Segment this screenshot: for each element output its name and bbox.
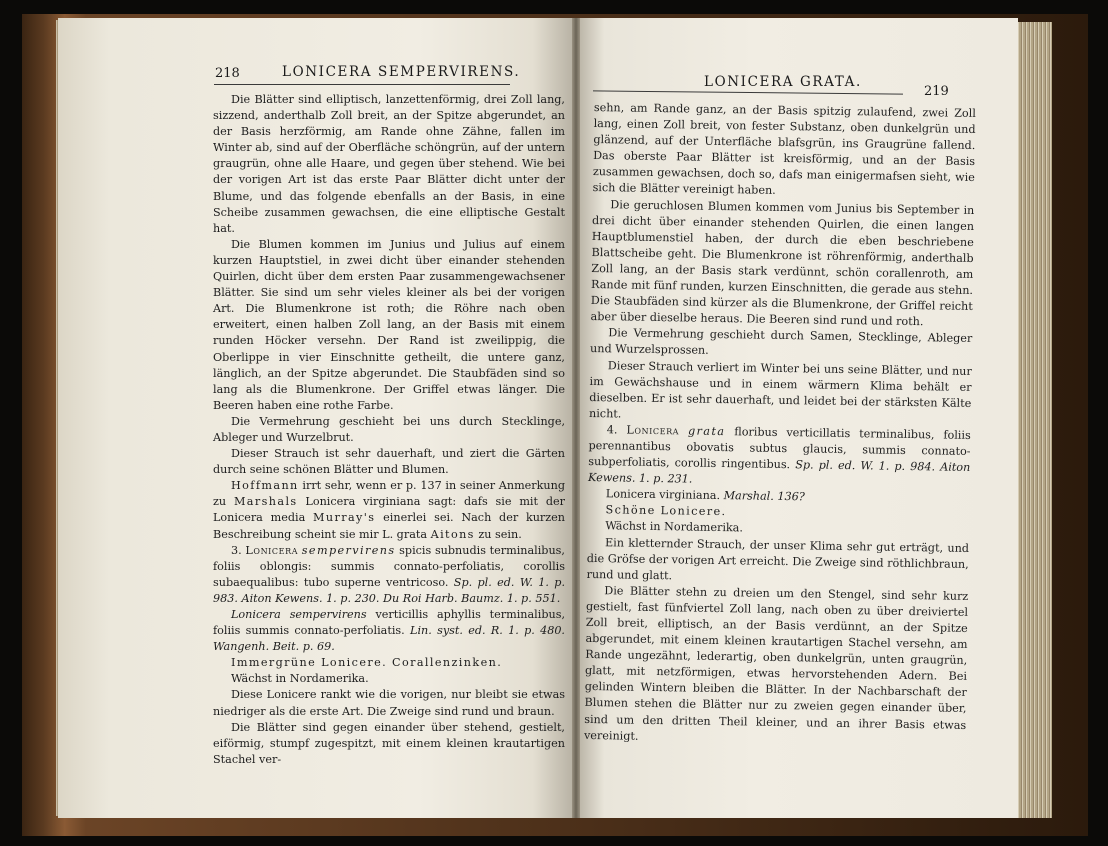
paragraph: Die Vermehrung geschieht bei uns durch Stecklinge, Ableger und Wurzelbrut.	[213, 414, 565, 444]
species-epithet: grata	[687, 424, 726, 438]
species-number: 3.	[231, 543, 242, 557]
author-name: Marshals	[233, 495, 298, 509]
species-diagnosis: floribus verticillatis terminalibus, foliis perennantibus obovatis subtus glaucis, summis connato-subperfoliatis, corollis ringentibus.	[588, 424, 971, 472]
paragraph: Die Vermehrung geschieht durch Samen, Stecklinge, Ableger und Wurzelsprossen.	[589, 326, 973, 358]
species-genus: Lonicera	[245, 543, 299, 557]
reference: Wangenh. Beit. p. 69.	[213, 640, 335, 654]
running-head-right: LONICERA GRATA.	[704, 74, 862, 90]
synonym-name: Lonicera virginiana.	[605, 487, 721, 503]
paragraph: Dieser Strauch verliert im Winter bei uns seine Blätter, und nur im Gewächshause und in einem wärmern Klima behält er dieselben. Er ist sehr dauerhaft, und leidet bei der stärksten Kälte nicht.	[588, 358, 972, 421]
paragraph-hoffmann	[213, 478, 565, 542]
reference: Sp. pl. ed. W. 1. p. 983.	[213, 575, 566, 605]
synonym-text: verticillis aphyllis terminalibus, foliis summis connato-perfoliatis.	[213, 608, 565, 638]
species-epithet: sempervirens	[301, 543, 396, 557]
reference: Marshal. 136?	[723, 489, 805, 504]
reference: Aiton Kewens. 1. p. 231.	[587, 460, 971, 486]
reference: Lin. syst. ed. R. 1. p. 480.	[410, 624, 565, 638]
paragraph: Die Blätter sind elliptisch, lanzettenförmig, drei Zoll lang, sizzend, anderthalb Zoll breit, an der Spitze abgerundet, an der Basis herzförmig, am Rande ohne Zähne, fallen im Winter ab, sind auf der Oberfläche schöngrün, auf der untern graugrün, ohne alle Haare, und gegen über stehend. Wie bei der vorigen Art ist das erste Paar Blätter dicht unter der Blume, und das folgende ebenfalls an der Basis, in eine Scheibe zusammen gewachsen, die eine elliptische Gestalt hat.	[213, 93, 565, 235]
left-page-text	[213, 92, 565, 768]
text-run: einerlei sei. Nach der kurzen Beschreibung scheint sie mir L. grata	[213, 511, 565, 541]
running-head-left: LONICERA SEMPERVIRENS.	[282, 64, 521, 80]
species-entry	[588, 422, 971, 492]
habitat: Wächst in Nordamerika.	[231, 672, 369, 686]
header-rule-left	[214, 84, 510, 85]
common-name: Immergrüne Lonicere. Corallenzinken.	[231, 656, 503, 670]
page-number-right: 219	[924, 84, 949, 99]
paragraph: Dieser Strauch ist sehr dauerhaft, und ziert die Gärten durch seine schönen Blätter und Blumen.	[213, 447, 565, 477]
species-number: 4.	[606, 423, 618, 437]
synonym-name: Lonicera sempervirens	[231, 608, 367, 621]
paragraph: sehn, am Rande ganz, an der Basis spitzig zulaufend, zwei Zoll lang, einen Zoll breit, von fester Substanz, oben dunkelgrün und glänzend, auf der Unterfläche blafsgrün, ins Graugrüne fallend. Das oberste Paar Blätter ist kreisförmig, und an der Basis zusammen gewachsen, doch so, dafs man einigermafsen sieht, wie sich die Blätter vereinigt haben.	[592, 100, 976, 198]
habitat: Wächst in Nordamerika.	[605, 519, 744, 535]
paragraph: Die geruchlosen Blumen kommen vom Junius bis September in drei dicht über einander stehenden Quirlen, die einen langen Hauptblumenstiel haben, der durch die eben beschriebene Blattscheibe geht. Die Blumenkrone ist röhrenförmig, anderthalb Zoll lang, an der Basis stark verdünnt, schön corallenroth, am Rande mit fünf runden, kurzen Einschnitten, die gerade aus stehn. Die Staubfäden sind kürzer als die Blumenkrone, der Griffel reicht aber über dieselbe heraus. Die Beeren sind rund und roth.	[590, 197, 975, 329]
paragraph: Die Blumen kommen im Junius und Julius auf einem kurzen Hauptstiel, in zwei dicht über einander stehenden Quirlen, dicht über dem ersten Paar zusammengewachsener Blätter. Sie sind um sehr vieles kleiner als bei der vorigen Art. Die Blumenkrone ist roth; die Röhre nach oben erweitert, einen halben Zoll lang, an der Basis mit einem runden Höcker versehn. Der Rand ist zweilippig, die Oberlippe in vier Einschnitte getheilt, die untere ganz, länglich, an der Spitze abgerundet. Die Staubfäden sind so lang als die Blumenkrone. Der Griffel etwas länger. Die Beeren haben eine rothe Farbe.	[213, 237, 565, 412]
reference: Du Roi Harb. Baumz. 1. p. 551.	[383, 591, 561, 605]
text-run: Lonicera virginiana sagt: dafs sie mit der Lonicera media	[213, 495, 565, 525]
right-page-text	[584, 100, 976, 750]
text-run: irrt sehr, wenn er p. 137 in seiner Anmerkung zu	[213, 479, 565, 509]
author-name: Aitons	[430, 527, 475, 541]
common-name: Schöne Lonicere.	[605, 503, 727, 519]
species-diagnosis: spicis subnudis terminalibus, foliis oblongis: summis connato-perfoliatis, corollis subaequalibus: tubo superne ventricoso.	[213, 543, 565, 589]
paragraph: Die Blätter sind gegen einander über stehend, gestielt, eiförmig, stumpf zugespitzt, mit einem kleinen krautartigen Stachel ver-	[213, 720, 565, 766]
synonym-entry	[213, 607, 565, 655]
paragraph: Die Blätter stehn zu dreien um den Stengel, sind sehr kurz gestielt, fast fünfviertel Zoll lang, nach oben zu über dreiviertel Zoll breit, elliptisch, an der Basis verdünnt, an der Spitze abgerundet, mit einem kleinen krautartigen Stachel versehn, am Rande ungezähnt, lederartig, oben dunkelgrün, unten graugrün, glatt, mit netzförmigen, etwas hervorstehenden Adern. Bei gelinden Wintern bleiben die Blätter. In der Nachbarschaft der Blumen stehen die Blätter nur zu zweien gegen einander über, sind um den dritten Theil kleiner, und an ihrer Basis etwas vereinigt.	[583, 584, 969, 743]
paragraph: Diese Lonicere rankt wie die vorigen, nur bleibt sie etwas niedriger als die erste Art. Die Zweige sind rund und braun.	[213, 688, 565, 718]
text-run: zu sein.	[474, 527, 522, 541]
reference: Aiton Kewens. 1. p. 230.	[241, 591, 380, 605]
species-entry	[213, 543, 565, 607]
reference: Sp. pl. ed. W. 1. p. 984.	[795, 458, 936, 474]
page-number-left: 218	[215, 66, 240, 81]
author-name: Murray's	[313, 511, 376, 525]
page-edges-right	[1018, 22, 1052, 818]
species-genus: Lonicera	[626, 423, 680, 438]
paragraph: Ein kletternder Strauch, der unser Klima sehr gut erträgt, und die Gröfse der vorigen Art erreicht. Die Zweige sind röthlichbraun, rund und glatt.	[586, 535, 970, 583]
book-gutter	[572, 18, 580, 818]
author-name: Hoffmann	[231, 479, 299, 493]
